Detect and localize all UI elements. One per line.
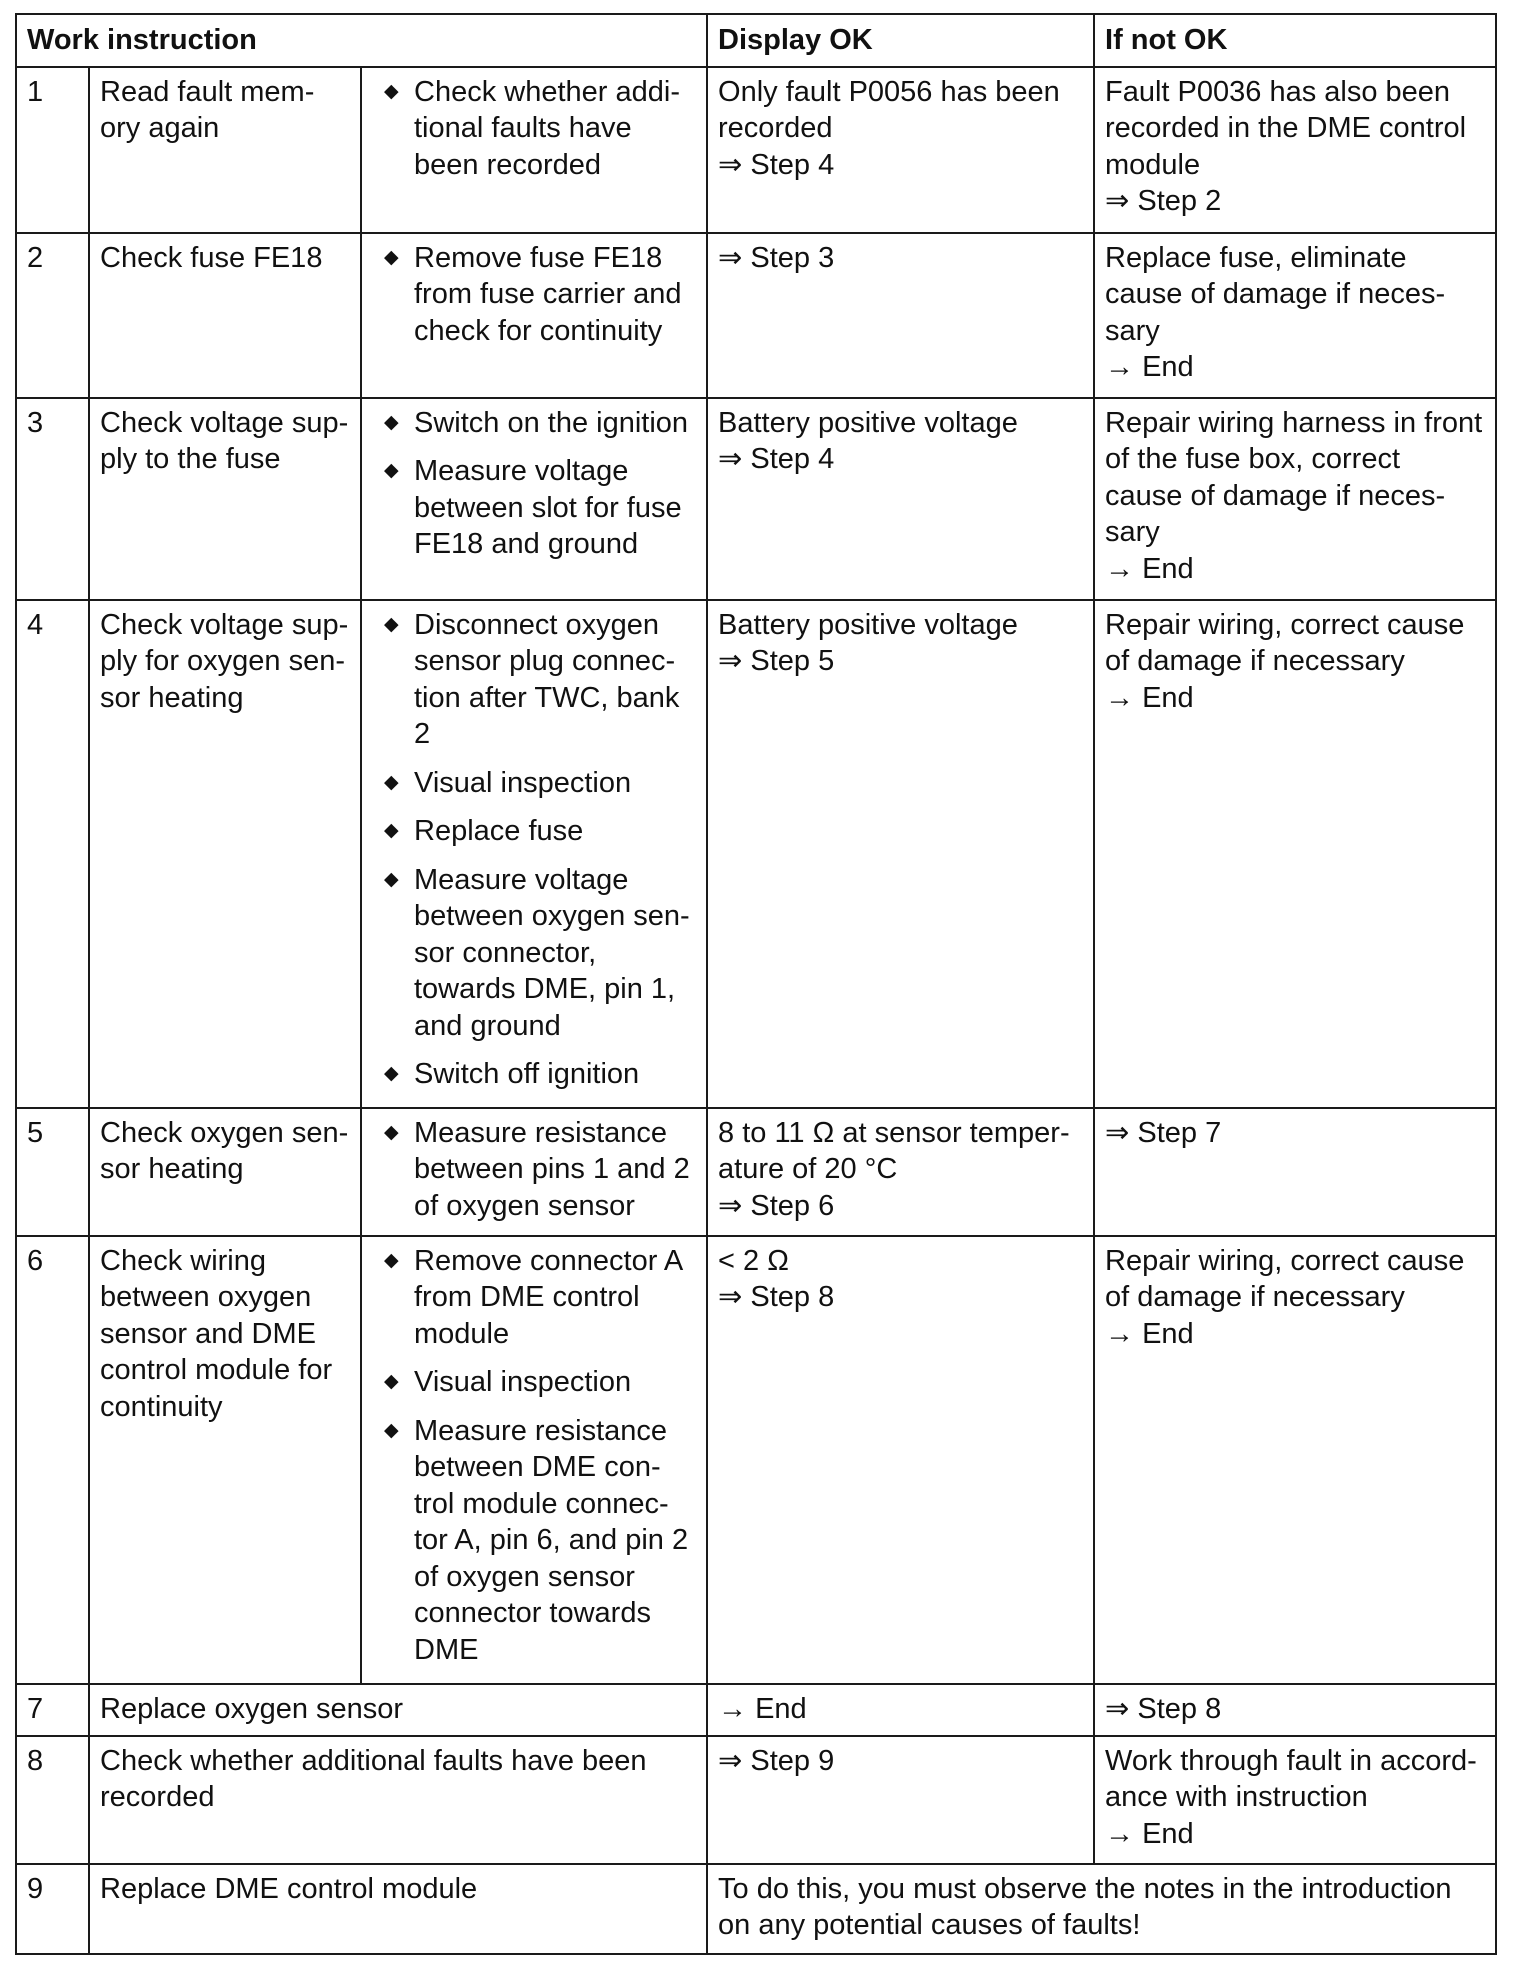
step-number: 4 (16, 600, 89, 1108)
display-ok-cell: ⇒ Step 9 (707, 1736, 1094, 1864)
if-not-ok-cell: Replace fuse, eliminate cause of damage if neces-sary → End (1094, 233, 1496, 398)
bullet-diamond-icon: ◆ (384, 1249, 399, 1271)
action-item: ◆ Switch off ignition (372, 1056, 696, 1093)
step-actions (361, 233, 707, 398)
action-item: ◆ Visual inspection (372, 765, 696, 802)
bullet-diamond-icon: ◆ (384, 613, 399, 635)
bullet-diamond-icon: ◆ (384, 246, 399, 268)
display-ok-cell: Battery positive voltage ⇒ Step 5 (707, 600, 1094, 1108)
action-item: ◆ Disconnect oxygen sensor plug connec-tion after TWC, bank 2 (384, 608, 680, 750)
if-not-ok-cell: Repair wiring, correct cause of damage if necessary → End (1094, 600, 1496, 1108)
display-ok-cell: Battery positive voltage ⇒ Step 4 (707, 398, 1094, 600)
step-actions (361, 398, 707, 600)
step-task: Check whether additional faults have been recorded (89, 1736, 707, 1864)
bullet-diamond-icon: ◆ (384, 1371, 399, 1392)
step-task: Check voltage sup-ply to the fuse (89, 398, 361, 600)
table-row (16, 398, 1496, 600)
step-number: 6 (16, 1236, 89, 1684)
step-task: Replace oxygen sensor (89, 1684, 707, 1736)
step-number: 5 (16, 1108, 89, 1236)
step-number: 9 (16, 1864, 89, 1954)
table-row (16, 1736, 1496, 1864)
step-number: 2 (16, 233, 89, 398)
work-instruction-table (15, 13, 1497, 1955)
step-actions (361, 67, 707, 233)
bullet-diamond-icon: ◆ (384, 80, 399, 102)
bullet-diamond-icon: ◆ (384, 460, 399, 481)
table-row (16, 233, 1496, 398)
action-item: ◆ Remove fuse FE18 from fuse carrier and check for continuity (384, 241, 682, 347)
table-row (16, 1108, 1496, 1236)
bullet-diamond-icon: ◆ (384, 411, 399, 433)
step-task: Read fault mem-ory again (89, 67, 361, 233)
table-row (16, 1684, 1496, 1736)
header-display-ok: Display OK (707, 14, 1094, 67)
header-if-not-ok: If not OK (1094, 14, 1496, 67)
step-task: Check fuse FE18 (89, 233, 361, 398)
table-header-row (16, 14, 1496, 67)
step-number: 3 (16, 398, 89, 600)
table-row (16, 67, 1496, 233)
table-row (16, 1236, 1496, 1684)
action-item: ◆ Measure voltage between slot for fuse FE18 and ground (384, 455, 682, 560)
step-task: Replace DME control module (89, 1864, 707, 1954)
step-task: Check voltage sup-ply for oxygen sen-sor heating (89, 600, 361, 1108)
action-item: ◆ Measure voltage between oxygen sen-sor connector, towards DME, pin 1, and ground (384, 863, 690, 1042)
if-not-ok-cell: Repair wiring harness in front of the fuse box, correct cause of damage if neces-sary → End (1094, 398, 1496, 600)
step-actions (361, 1236, 707, 1684)
if-not-ok-cell: Repair wiring, correct cause of damage if necessary → End (1094, 1236, 1496, 1684)
display-ok-cell: Only fault P0056 has been recorded ⇒ Step 4 (707, 67, 1094, 233)
action-item: ◆ Remove connector A from DME control module (384, 1244, 682, 1350)
table-row (16, 600, 1496, 1108)
action-item: ◆ Measure resistance between DME con-trol module connec-tor A, pin 6, and pin 2 of oxygen sensor connector towards DME (384, 1414, 689, 1666)
if-not-ok-cell: ⇒ Step 7 (1094, 1108, 1496, 1236)
step-actions (361, 600, 707, 1108)
bullet-diamond-icon: ◆ (384, 1063, 399, 1084)
bullet-diamond-icon: ◆ (384, 1121, 399, 1143)
bullet-diamond-icon: ◆ (384, 771, 399, 793)
action-item: ◆ Measure resistance between pins 1 and 2 of oxygen sensor (384, 1116, 690, 1222)
action-item: ◆ Replace fuse (372, 813, 696, 850)
step-number: 7 (16, 1684, 89, 1736)
display-ok-cell: → End (707, 1684, 1094, 1736)
work-instruction-page (15, 13, 1495, 1955)
header-work-instruction: Work instruction (16, 14, 707, 67)
action-item: ◆ Check whether addi-tional faults have been recorded (384, 75, 680, 181)
bullet-diamond-icon: ◆ (384, 820, 399, 841)
action-item: ◆ Switch on the ignition (372, 405, 696, 442)
display-ok-cell: ⇒ Step 3 (707, 233, 1094, 398)
step-task: Check oxygen sen-sor heating (89, 1108, 361, 1236)
table-row (16, 1864, 1496, 1954)
bullet-diamond-icon: ◆ (384, 868, 399, 890)
display-ok-cell: 8 to 11 Ω at sensor temper-ature of 20 °C ⇒ Step 6 (707, 1108, 1094, 1236)
if-not-ok-cell: Work through fault in accord-ance with instruction → End (1094, 1736, 1496, 1864)
bullet-diamond-icon: ◆ (384, 1419, 399, 1441)
step-number: 1 (16, 67, 89, 233)
display-ok-cell: < 2 Ω ⇒ Step 8 (707, 1236, 1094, 1684)
step-number: 8 (16, 1736, 89, 1864)
if-not-ok-cell: ⇒ Step 8 (1094, 1684, 1496, 1736)
step-actions (361, 1108, 707, 1236)
note-cell: To do this, you must observe the notes in the introduction on any potential causes of faults! (707, 1864, 1496, 1954)
action-item: ◆ Visual inspection (372, 1364, 696, 1401)
if-not-ok-cell: Fault P0036 has also been recorded in the DME control module ⇒ Step 2 (1094, 67, 1496, 233)
step-task: Check wiring between oxygen sensor and DME control module for continuity (89, 1236, 361, 1684)
